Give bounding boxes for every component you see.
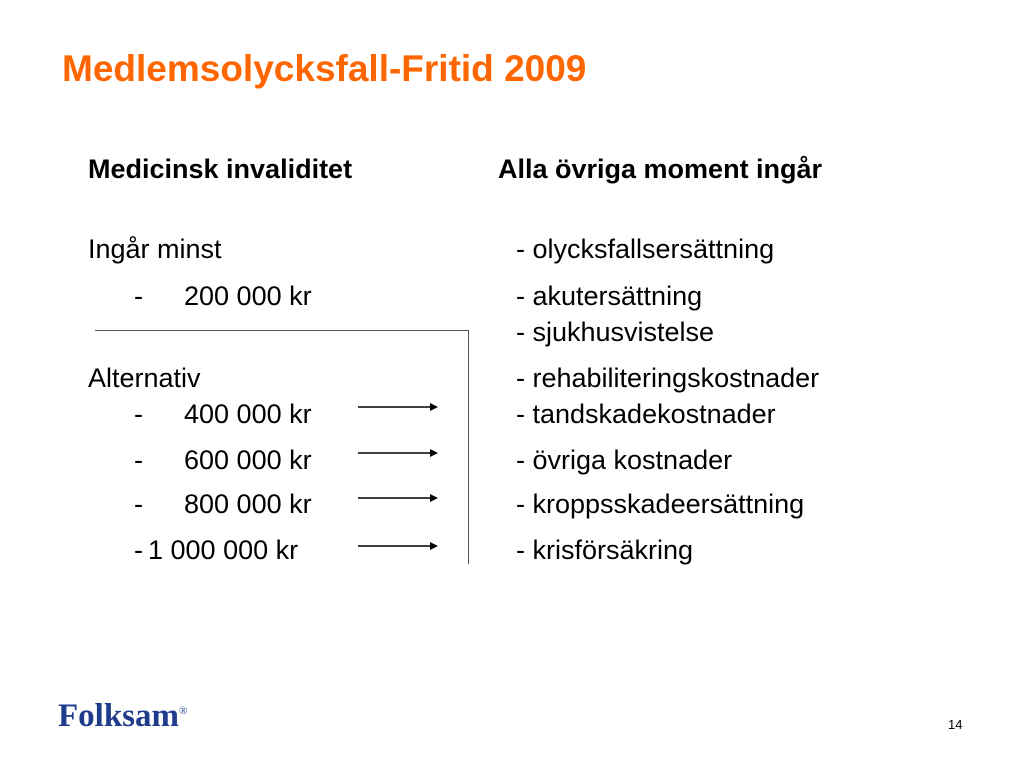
alternative-dash: - [134,445,143,475]
arrow-right-icon [358,492,438,504]
slide-title: Medlemsolycksfall-Fritid 2009 [62,48,587,89]
logo-text: Folksam [58,698,180,734]
alternative-amount: 600 000 kr [184,445,312,475]
bracket-horizontal-line [95,330,469,331]
coverage-item: - sjukhusvistelse [516,317,715,347]
included-amount: 200 000 kr [184,281,312,311]
coverage-item: - rehabiliteringskostnader [516,363,820,393]
registered-mark: ® [179,705,188,717]
coverage-item: - krisförsäkring [516,535,694,565]
coverage-item: - övriga kostnader [516,445,733,475]
alternative-dash: - [134,399,143,429]
alternative-amount: 400 000 kr [184,399,312,429]
coverage-item: - olycksfallsersättning [516,234,775,264]
coverage-item: - tandskadekostnader [516,399,776,429]
arrow-right-icon [358,540,438,552]
alternative-amount: 800 000 kr [184,489,312,519]
coverage-item: - kroppsskadeersättning [516,489,805,519]
page-number: 14 [948,717,963,732]
alternative-amount: 1 000 000 kr [148,535,299,565]
folksam-logo [58,700,187,733]
left-heading: Medicinsk invaliditet [88,154,353,184]
arrow-right-icon [358,447,438,459]
alternatives-label: Alternativ [88,363,201,393]
arrow-right-icon [358,401,438,413]
right-heading: Alla övriga moment ingår [498,154,823,184]
coverage-item: - akutersättning [516,281,703,311]
included-dash: - [134,281,143,311]
bracket-vertical-line [468,330,469,564]
alternative-dash: - [134,489,143,519]
included-label: Ingår minst [88,234,222,264]
alternative-dash: - [134,535,143,565]
